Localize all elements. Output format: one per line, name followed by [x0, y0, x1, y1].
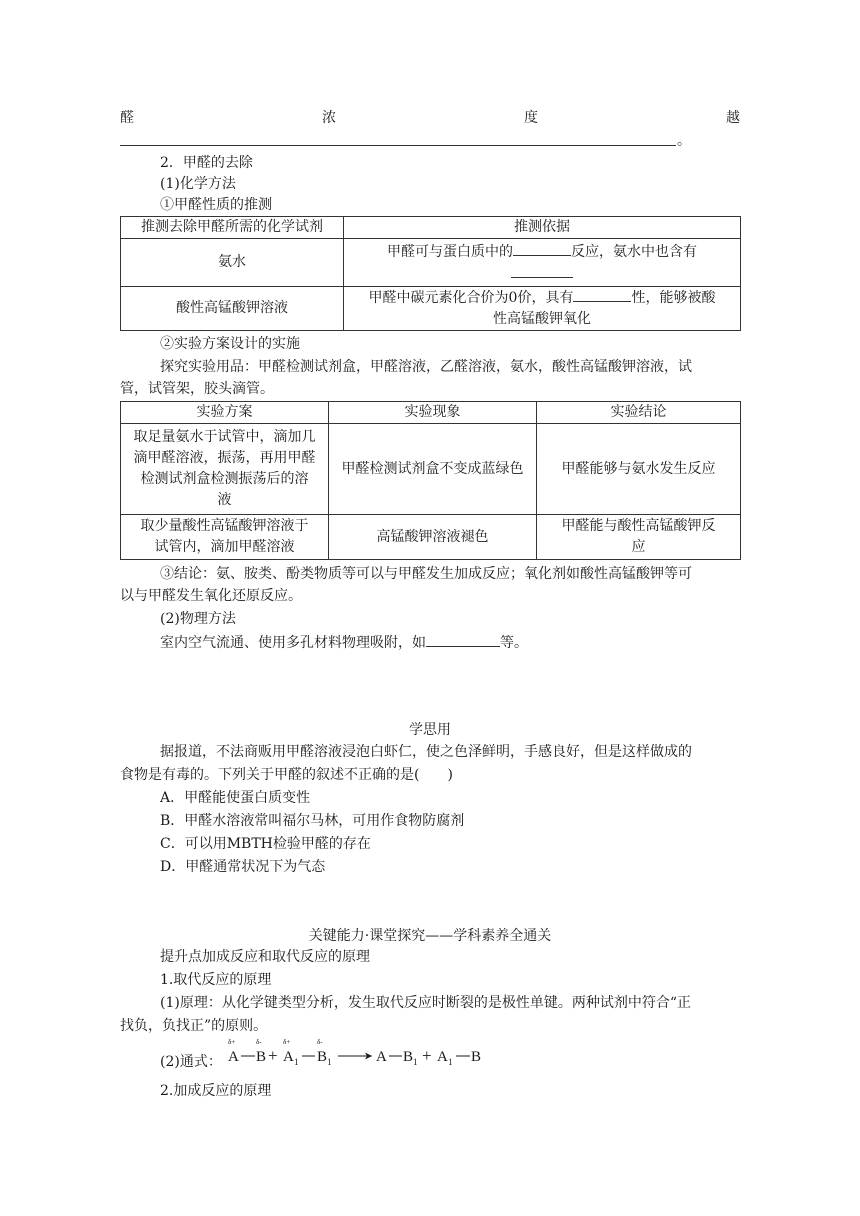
inference-table: [120, 216, 741, 331]
subscript: 1: [413, 1057, 418, 1067]
chem-method-heading: (1)化学方法: [160, 176, 236, 192]
table-header: 实验现象: [329, 402, 537, 424]
plus-sign: +: [268, 1046, 278, 1065]
formula-atom: B: [403, 1049, 414, 1065]
infer-heading: ①甲醛性质的推测: [160, 197, 272, 213]
subsection-heading: 2.加成反应的原理: [160, 1083, 272, 1099]
physical-text-post: 等。: [500, 635, 528, 651]
partial-charge: δ-: [256, 1038, 262, 1046]
phenomenon-cell: 高锰酸钾溶液褪色: [329, 515, 537, 560]
table-header: 实验结论: [537, 402, 741, 424]
conclusion-line: 甲醛能够与氨水发生反应: [561, 460, 716, 477]
reagent-cell: 氨水: [121, 239, 344, 287]
conclusion-text: ③结论：氨、胺类、酚类物质等可以与甲醛发生加成反应；氧化剂如酸性高锰酸钾等可: [160, 566, 692, 582]
table-row: [121, 424, 741, 515]
basis-cell: [344, 239, 741, 287]
question-text: 食物是有毒的。下列关于甲醛的叙述不正确的是( ): [120, 767, 453, 783]
answer-blank-long: [120, 145, 676, 146]
conclusion-cell: [537, 515, 741, 560]
subscript: 1: [327, 1057, 332, 1067]
partial-charge: δ+: [283, 1038, 291, 1046]
plan-line: 取足量氨水于试管中，滴加几: [133, 429, 316, 445]
plan-cell: [121, 515, 329, 560]
formula-atom: A: [228, 1049, 239, 1065]
basis-text: 甲醛可与蛋白质中的: [387, 243, 513, 260]
formula-label: (2)通式：: [160, 1054, 222, 1070]
principle-text: (1)原理：从化学键类型分析，发生取代反应时断裂的是极性单键。两种试剂中符合“正: [160, 995, 691, 1011]
plan-cell: [121, 424, 329, 515]
key-point: 提升点加成反应和取代反应的原理: [160, 949, 370, 965]
question-text: 据报道，不法商贩用甲醛溶液浸泡白虾仁，使之色泽鲜明，手感良好，但是这样做成的: [160, 744, 692, 760]
formula-atom: B: [317, 1049, 328, 1065]
basis-text: 反应，氨水中也含有: [571, 243, 697, 260]
section-heading: 2．甲醛的去除: [160, 155, 253, 171]
intro-end-mark: 。: [677, 133, 691, 149]
practice-title: 学思用: [409, 722, 451, 738]
principle-text: 找负，负找正”的原则。: [120, 1018, 268, 1034]
conclusion-cell: [537, 424, 741, 515]
partial-charge: δ+: [228, 1038, 236, 1046]
basis-text: 甲醛中碳元素化合价为0价，具有: [368, 290, 574, 306]
subsection-heading: 1.取代反应的原理: [160, 972, 272, 988]
materials-text: 管，试管架，胶头滴管。: [120, 381, 274, 397]
basis-text: 性，能够被酸: [631, 290, 716, 306]
plan-line: 检测试剂盒检测振荡后的溶: [140, 471, 309, 487]
table-row: [121, 287, 741, 331]
conclusion-text: 以与甲醛发生氧化还原反应。: [120, 588, 302, 604]
formula-atom: A: [437, 1049, 448, 1065]
conclusion-line: 甲醛能与酸性高锰酸钾反: [561, 518, 716, 534]
intro-char: 醛: [120, 110, 134, 126]
materials-text: 探究实验用品：甲醛检测试剂盒，甲醛溶液，乙醛溶液，氨水，酸性高锰酸钾溶液，试: [160, 359, 692, 375]
formula-atom: A: [283, 1049, 294, 1065]
subscript: 1: [448, 1057, 453, 1067]
option-a: A．甲醛能使蛋白质变性: [160, 790, 311, 806]
formula-atom: A: [376, 1049, 387, 1065]
partial-charge: δ-: [317, 1038, 323, 1046]
plan-line: 液: [217, 492, 232, 508]
experiment-heading: ②实验方案设计的实施: [160, 336, 300, 352]
option-b: B．甲醛水溶液常叫福尔马林，可用作食物防腐剂: [160, 813, 465, 829]
physical-text-pre: 室内空气流通、使用多孔材料物理吸附，如: [160, 635, 426, 651]
table-header: 实验方案: [121, 402, 329, 424]
table-row: [121, 239, 741, 287]
intro-spread-line: [120, 107, 740, 127]
physical-text: [160, 632, 528, 653]
reagent-cell: 酸性高锰酸钾溶液: [121, 287, 344, 331]
physical-heading: (2)物理方法: [160, 611, 236, 627]
answer-blank: [513, 241, 571, 256]
table-header: 推测依据: [344, 217, 741, 239]
substitution-formula: [224, 1036, 514, 1076]
phenomenon-cell: 甲醛检测试剂盒不变成蓝绿色: [329, 424, 537, 515]
subscript: 1: [294, 1057, 299, 1067]
plan-line: 取少量酸性高锰酸钾溶液于: [140, 518, 309, 534]
key-ability-title: 关键能力·课堂探究——学科素养全通关: [308, 928, 552, 944]
plan-line: 滴甲醛溶液，振荡，再用甲醛: [133, 450, 316, 466]
plus-sign: +: [422, 1046, 432, 1065]
plan-line: 试管内，滴加甲醛溶液: [154, 539, 295, 555]
intro-char: 度: [524, 110, 538, 126]
table-header: 推测去除甲醛所需的化学试剂: [121, 217, 344, 239]
table-row: [121, 515, 741, 560]
option-d: D．甲醛通常状况下为气态: [160, 859, 326, 875]
answer-blank: [511, 263, 573, 278]
intro-char: 越: [726, 110, 740, 126]
option-c: C．可以用MBTH检验甲醛的存在: [160, 836, 371, 852]
intro-char: 浓: [322, 110, 336, 126]
formula-atom: B: [471, 1049, 482, 1065]
basis-cell: [344, 287, 741, 331]
answer-blank: [573, 287, 631, 302]
answer-blank: [426, 632, 500, 647]
experiment-table: [120, 401, 741, 560]
basis-text: 性高锰酸钾氧化: [493, 311, 591, 327]
conclusion-line: 应: [631, 539, 646, 555]
formula-atom: B: [256, 1049, 267, 1065]
